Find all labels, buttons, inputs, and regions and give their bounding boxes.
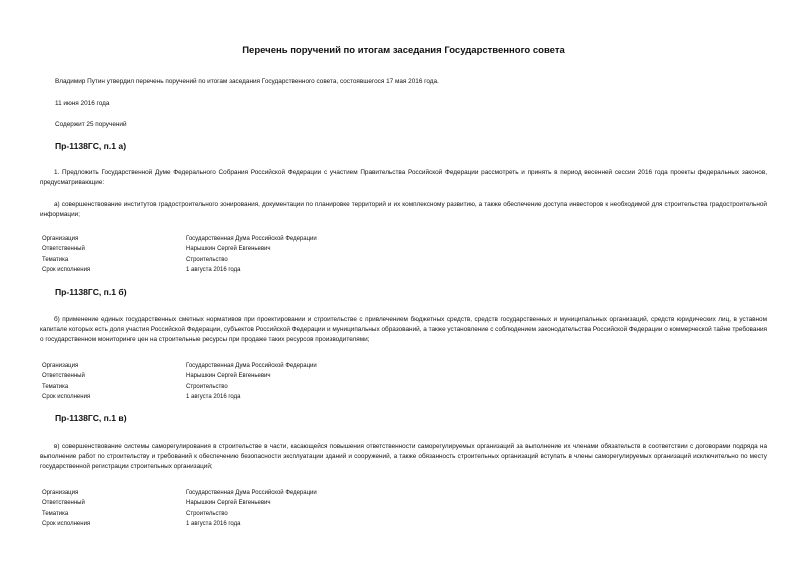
meta-row [42,265,542,275]
meta-key: Тематика [42,383,69,390]
meta-key: Ответственный [42,246,85,253]
meta-key: Тематика [42,510,69,517]
instruction-count: Содержит 25 поручений [55,121,127,128]
meta-key: Организация [42,490,79,496]
meta-row [42,509,542,519]
section-heading: Пр-1138ГС, п.1 б) [55,287,127,297]
meta-value: Нарышкин Сергей Евгеньевич [186,246,271,253]
meta-table [42,488,542,530]
meta-key: Срок исполнения [42,394,91,401]
meta-row [42,234,542,244]
meta-row [42,371,542,381]
meta-row [42,392,542,402]
meta-value: Государственная Дума Российской Федерации [186,236,317,242]
meta-value: Строительство [186,383,228,390]
meta-value: Строительство [186,256,228,263]
meta-key: Срок исполнения [42,521,91,528]
meta-row [42,382,542,392]
document-title: Перечень поручений по итогам заседания Государственного совета [242,45,565,56]
meta-value: Строительство [186,510,228,517]
meta-value: 1 августа 2016 года [186,394,241,401]
meta-value: Нарышкин Сергей Евгеньевич [186,373,271,380]
intro-text: Владимир Путин утвердил перечень поручений по итогам заседания Государственного совета, состоявшегося 17 мая 2016 года. [55,78,439,85]
meta-key: Организация [42,363,79,369]
meta-key: Тематика [42,256,69,263]
meta-key: Организация [42,236,79,242]
paragraph: а) совершенствование институтов градостроительного зонирования, документации по планировке территорий и их комплексному развитию, а также обеспечение доступа инвесторов к необходимой для строительства градостроительной информации; [40,201,767,218]
meta-row [42,255,542,265]
meta-row [42,519,542,529]
meta-value: 1 августа 2016 года [186,521,241,528]
section-heading: Пр-1138ГС, п.1 а) [55,141,127,151]
meta-row [42,244,542,254]
meta-table [42,361,542,403]
section-heading: Пр-1138ГС, п.1 в) [55,413,127,423]
meta-table [42,234,542,276]
meta-value: Государственная Дума Российской Федерации [186,490,317,496]
paragraph: б) применение единых государственных сметных нормативов при проектировании и строительстве с привлечением бюджетных средств, средств государственных и муниципальных организаций, средств юридических лиц, в уставном капитале которых есть доля участия Российской Федерации, субъектов Российской Федерации и муниципальных образований, а также установление с соблюдением законодательства Российской Федерации о коммерческой тайне требования о государственном мониторинге цен на строительные ресурсы при продаже таких ресурсов производителями; [40,316,767,343]
paragraph: 1. Предложить Государственной Думе Федерального Собрания Российской Федерации с участием Правительства Российской Федерации рассмотреть и принять в период весенней сессии 2016 года проекты федеральных законов, предусматривающие: [40,169,767,186]
meta-row [42,498,542,508]
meta-row [42,488,542,498]
meta-key: Ответственный [42,373,85,380]
meta-key: Ответственный [42,500,85,507]
meta-row [42,361,542,371]
meta-value: Нарышкин Сергей Евгеньевич [186,500,271,507]
publication-date: 11 июня 2016 года [55,100,110,107]
meta-value: 1 августа 2016 года [186,267,241,274]
paragraph: в) совершенствование системы саморегулирования в строительстве в части, касающейся повышения ответственности саморегулируемых организаций за выполнение их членами обязательств в соответствии с договорами подряда на выполнение работ по строительству и требований к обеспечению безопасности эксплуатации зданий и сооружений, а также обязанность строительных организаций вступать в члены саморегулируемых организаций исключительно по месту государственной регистрации строительных организаций; [40,443,767,470]
meta-key: Срок исполнения [42,267,91,274]
meta-value: Государственная Дума Российской Федерации [186,363,317,369]
